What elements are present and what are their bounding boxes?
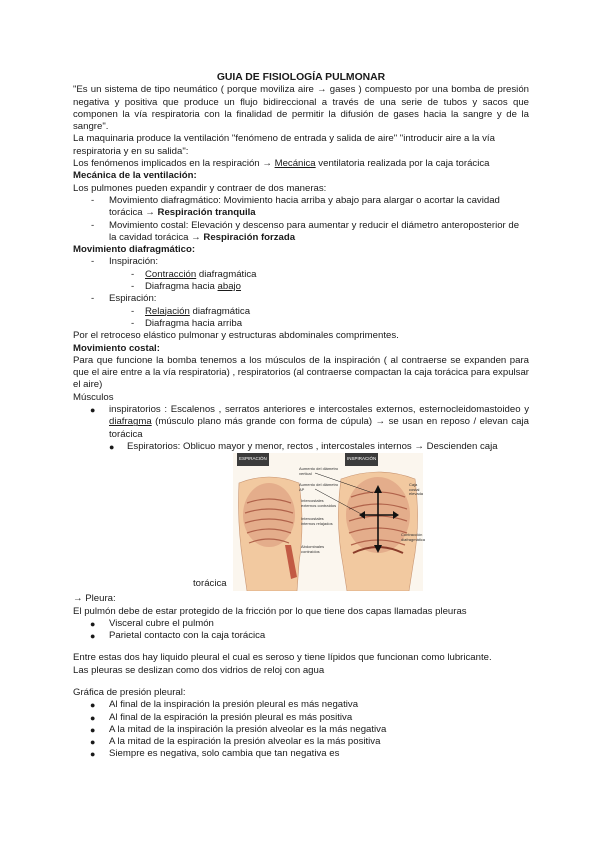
mecanica-underlined: Mecánica [274, 158, 316, 170]
list-item-diafragmatico: - Movimiento diafragmático: Movimiento hacia arriba y abajo para alargar o acortar la cavidad torácica → Respiración tranquila [91, 194, 500, 219]
page-title: GUIA DE FISIOLOGÍA PULMONAR [216, 72, 386, 83]
list-item: ● A la mitad de la espiración la presión alveolar es la más positiva [90, 736, 381, 748]
contraccion-underlined: Contracción [145, 268, 197, 280]
diafragmatico-heading: Movimiento diafragmático: [73, 244, 196, 256]
musculos-label: Músculos [73, 391, 114, 403]
pleura-heading: → Pleura: [73, 593, 116, 605]
espiratorios-text: Espiratorios: Oblicuo mayor y menor, rectos , intercostales internos → Descienden caja [127, 440, 498, 452]
list-item-text: Parietal contacto con la caja torácica [109, 630, 266, 642]
list-item-text: Diafragma hacia [145, 281, 218, 293]
intro-paragraph: "Es un sistema de tipo neumático ( porque moviliza aire → gases ) compuesto por una bomba de presión negativa y positiva que produce un flujo bidireccional a través de una serie de tubos y sacos que componen la vía respiratoria con la finalidad de permitir la difusión de gases hacia la sangre y de la sangre". [73, 84, 529, 133]
inspiracion-tag: INSPIRACIÓN [345, 453, 378, 465]
figure-label: Contracción diafragmática [401, 532, 426, 542]
list-item-text: Movimiento diafragmático: Movimiento hacia arriba y abajo para alargar o acortar la cavidad torácica → [109, 194, 500, 219]
list-item: - Diafragma hacia abajo [131, 281, 242, 293]
list-item: ● Visceral cubre el pulmón [90, 617, 214, 629]
espiracion-tag: ESPIRACIÓN [237, 453, 269, 465]
list-item-text: Siempre es negativa, solo cambia que tan negativa es [109, 748, 340, 760]
diafragma-underlined: diafragma [109, 416, 152, 428]
intro-fenomenos [73, 158, 529, 170]
toracica-word: torácica [193, 578, 227, 590]
list-item-text: Movimiento costal: Elevación y descenso para aumentar y reducir el diámetro anteroposterior de la cavidad torácica → [109, 219, 520, 243]
deslizan-text: Las pleuras se deslizan como dos vidrios de reloj con agua [73, 664, 325, 676]
list-item: ● Siempre es negativa, solo cambia que tan negativa es [90, 748, 340, 760]
inspiratorios-item: ● inspiratorios : Escalenos , serratos anteriores e intercostales externos, esternocleidomastoideo y diafragma (músculo plano más grande con forma de cúpula) → se usan en reposo / elevan caja torácica [90, 404, 529, 440]
document-content [73, 72, 529, 761]
mecanica-heading: Mecánica de la ventilación: [73, 170, 197, 182]
intro-fenomenos-tail: ventilatoria realizada por la caja torácica [315, 158, 490, 170]
list-item-costal: - Movimiento costal: Elevación y descenso para aumentar y reducir el diámetro anteroposterior de la cavidad torácica → Respiración forzada [91, 219, 520, 243]
figure-label: Intercostales externos contraídos [301, 498, 337, 508]
costal-heading: Movimiento costal: [73, 342, 160, 354]
mecanica-lead: Los pulmones pueden expandir y contraer de dos maneras: [73, 182, 327, 194]
grafica-heading: Gráfica de presión pleural: [73, 686, 186, 698]
list-item-text: A la mitad de la espiración la presión alveolar es la más positiva [109, 736, 381, 748]
list-item-text: diafragmática [189, 305, 251, 317]
inspiratorios-text: inspiratorios : Escalenos , serratos anteriores e intercostales externos, esternocleidomastoideo y [109, 404, 529, 416]
list-item: ● Al final de la inspiración la presión pleural es más negativa [90, 699, 359, 711]
espiracion-text: Espiración: [109, 293, 157, 305]
list-item: - Contracción diafragmática [131, 268, 257, 280]
figure-label: Caja costal elevada [409, 482, 424, 497]
list-item-text: Visceral cubre el pulmón [109, 617, 214, 629]
figure-label: Intercostales internos relajados [301, 516, 333, 526]
list-item-bold: Respiración tranquila [157, 207, 256, 219]
figure-label: Abdominales contraídos [301, 544, 325, 554]
pleura-text: El pulmón debe de estar protegido de la fricción por lo que tiene dos capas llamadas pleuras [73, 605, 467, 617]
list-item: - Relajación diafragmática [131, 305, 251, 317]
list-item-bold: Respiración forzada [203, 231, 296, 243]
intro-maquinaria: La maquinaria produce la ventilación "fenómeno de entrada y salida de aire" "introducir aire a la vía respiratoria y en su salida": [73, 133, 495, 157]
list-item: - Diafragma hacia arriba [131, 317, 243, 329]
list-item: ● Al final de la espiración la presión pleural es más positiva [90, 711, 353, 723]
inspiracion-text: Inspiración: [109, 256, 159, 268]
figure-label: Aumento del diámetro AP [299, 482, 339, 492]
inspiratorios-tail: (músculo plano más grande con forma de cúpula) → se usan en reposo / elevan caja torácica [109, 416, 529, 440]
costal-paragraph: Para que funcione la bomba tenemos a los músculos de la inspiración ( al contraerse se expanden para que el aire entre a la vía respiratoria) , respiratorios (al contraerse compactan la caja torácica para expulsar el aire) [73, 354, 529, 391]
liquido-pleural-text: Entre estas dos hay liquido pleural el cual es seroso y tiene lípidos que funcionan como lubricante. [73, 652, 492, 664]
figure-area [73, 453, 529, 593]
list-item-text: A la mitad de la inspiración la presión alveolar es la más negativa [109, 723, 387, 735]
figure-label: Aumento del diámetro vertical [299, 466, 339, 476]
list-item-text: Al final de la inspiración la presión pleural es más negativa [109, 699, 359, 711]
espiratorios-item: ● Espiratorios: Oblicuo mayor y menor, rectos , intercostales internos → Descienden caja [109, 440, 498, 452]
abajo-underlined: abajo [217, 281, 242, 293]
list-item-text: Al final de la espiración la presión pleural es más positiva [109, 711, 353, 723]
list-item: ● A la mitad de la inspiración la presión alveolar es la más negativa [90, 723, 387, 735]
list-item-text: diafragmática [196, 268, 257, 280]
retroceso-text: Por el retroceso elástico pulmonar y estructuras abdominales comprimentes. [73, 330, 399, 342]
intro-fenomenos-text: Los fenómenos implicados en la respiración → [73, 158, 275, 170]
espiracion-label: - Espiración: [91, 293, 157, 305]
inspiracion-label: - Inspiración: [91, 256, 159, 268]
respiration-figure [233, 453, 426, 591]
list-item-text: Diafragma hacia arriba [145, 317, 243, 329]
relajacion-underlined: Relajación [145, 305, 190, 317]
list-item: ● Parietal contacto con la caja torácica [90, 630, 266, 642]
